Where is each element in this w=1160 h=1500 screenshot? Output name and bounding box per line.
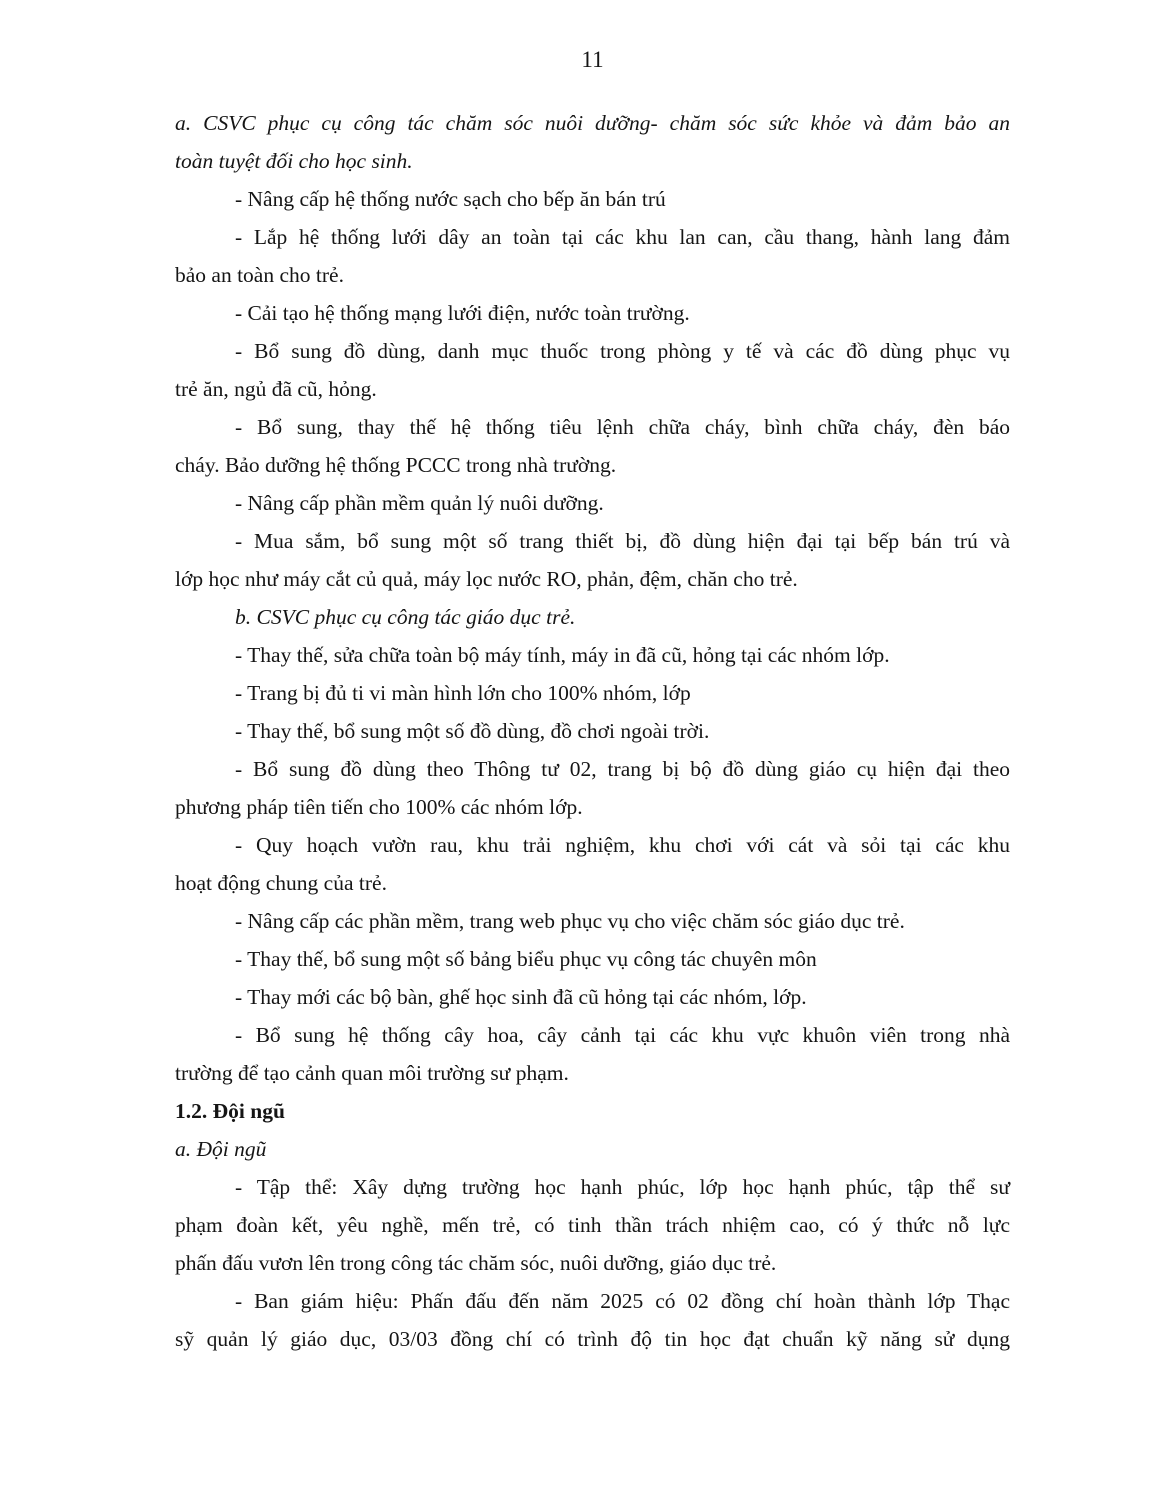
text-line: - Quy hoạch vườn rau, khu trải nghiệm, khu chơi với cát và sỏi tại các khu: [235, 833, 1010, 857]
text-line: lớp học như máy cắt củ quả, máy lọc nước RO, phản, đệm, chăn cho trẻ.: [175, 567, 798, 591]
section-heading: 1.2. Đội ngũ: [175, 1099, 285, 1123]
text-line: - Thay thế, bổ sung một số đồ dùng, đồ chơi ngoài trời.: [235, 719, 710, 743]
text-line: - Nâng cấp các phần mềm, trang web phục vụ cho việc chăm sóc giáo dục trẻ.: [235, 909, 905, 933]
text-line: bảo an toàn cho trẻ.: [175, 263, 344, 287]
text-line: - Bổ sung đồ dùng, danh mục thuốc trong phòng y tế và các đồ dùng phục vụ: [235, 339, 1010, 363]
text-line: phương pháp tiên tiến cho 100% các nhóm lớp.: [175, 795, 583, 819]
page-body: [175, 104, 1010, 1358]
text-line: - Bổ sung hệ thống cây hoa, cây cảnh tại các khu vực khuôn viên trong nhà: [235, 1023, 1010, 1047]
text-line: trẻ ăn, ngủ đã cũ, hỏng.: [175, 377, 377, 401]
text-line: trường để tạo cảnh quan môi trường sư phạm.: [175, 1061, 569, 1085]
text-line: - Lắp hệ thống lưới dây an toàn tại các khu lan can, cầu thang, hành lang đảm: [235, 225, 1010, 249]
text-line: - Bổ sung, thay thế hệ thống tiêu lệnh chữa cháy, bình chữa cháy, đèn báo: [235, 415, 1010, 439]
text-line: sỹ quản lý giáo dục, 03/03 đồng chí có trình độ tin học đạt chuẩn kỹ năng sử dụng: [175, 1327, 1010, 1351]
text-line: - Mua sắm, bổ sung một số trang thiết bị, đồ dùng hiện đại tại bếp bán trú và: [235, 529, 1010, 553]
text-line: - Tập thể: Xây dựng trường học hạnh phúc, lớp học hạnh phúc, tập thể sư: [235, 1175, 1010, 1199]
text-line: - Thay thế, sửa chữa toàn bộ máy tính, máy in đã cũ, hỏng tại các nhóm lớp.: [235, 643, 890, 667]
text-line: b. CSVC phục cụ công tác giáo dục trẻ.: [235, 605, 576, 629]
text-line: - Nâng cấp phần mềm quản lý nuôi dưỡng.: [235, 491, 604, 515]
text-line: - Thay mới các bộ bàn, ghế học sinh đã cũ hỏng tại các nhóm, lớp.: [235, 985, 807, 1009]
text-line: phấn đấu vươn lên trong công tác chăm sóc, nuôi dưỡng, giáo dục trẻ.: [175, 1251, 777, 1275]
text-line: cháy. Bảo dưỡng hệ thống PCCC trong nhà trường.: [175, 453, 617, 477]
text-line: - Ban giám hiệu: Phấn đấu đến năm 2025 có 02 đồng chí hoàn thành lớp Thạc: [235, 1289, 1010, 1313]
page-number: 11: [581, 47, 604, 72]
text-line: phạm đoàn kết, yêu nghề, mến trẻ, có tinh thần trách nhiệm cao, có ý thức nỗ lực: [175, 1213, 1010, 1237]
text-line: toàn tuyệt đối cho học sinh.: [175, 149, 413, 173]
subsection-heading: a. Đội ngũ: [175, 1137, 267, 1161]
text-line: - Thay thế, bổ sung một số bảng biểu phục vụ công tác chuyên môn: [235, 947, 817, 971]
text-line: - Nâng cấp hệ thống nước sạch cho bếp ăn bán trú: [235, 187, 666, 211]
text-line: - Cải tạo hệ thống mạng lưới điện, nước toàn trường.: [235, 301, 690, 325]
text-line: a. CSVC phục cụ công tác chăm sóc nuôi dưỡng- chăm sóc sức khỏe và đảm bảo an: [175, 111, 1010, 135]
text-line: - Trang bị đủ ti vi màn hình lớn cho 100% nhóm, lớp: [235, 681, 691, 705]
text-line: - Bổ sung đồ dùng theo Thông tư 02, trang bị bộ đồ dùng giáo cụ hiện đại theo: [235, 757, 1010, 781]
text-line: hoạt động chung của trẻ.: [175, 871, 387, 895]
